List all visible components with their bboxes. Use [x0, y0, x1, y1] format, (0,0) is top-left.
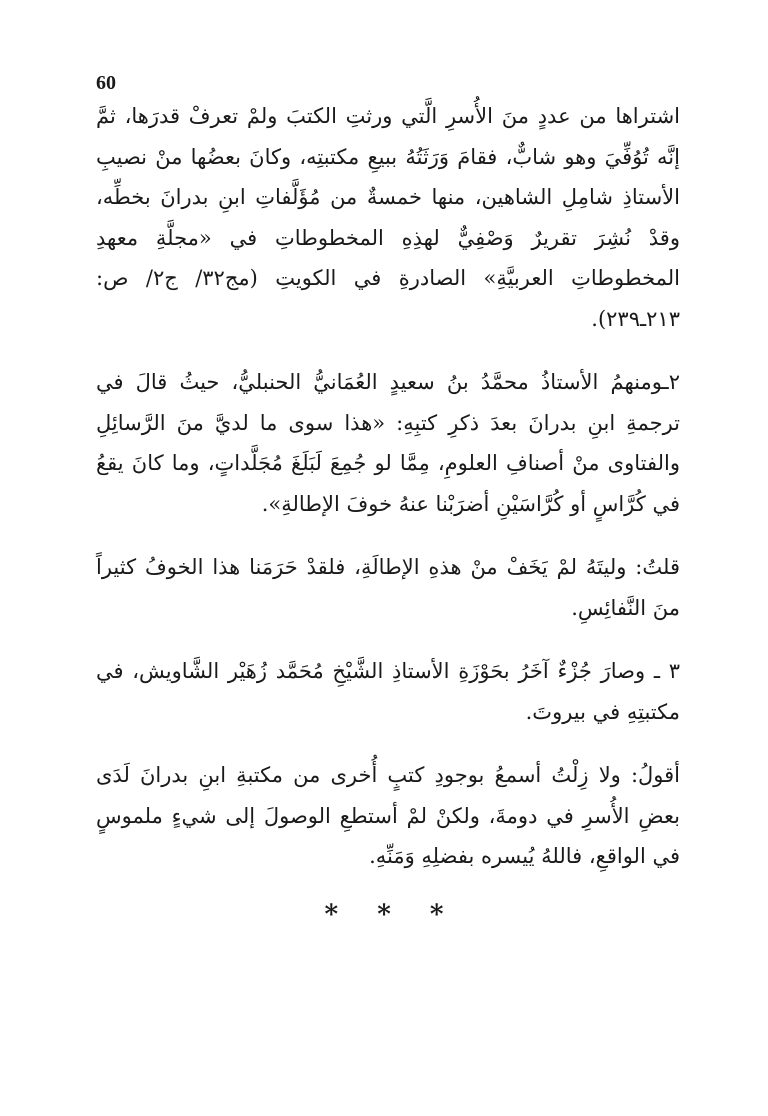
paragraph-3: قلتُ: وليتَهُ لمْ يَخَفْ منْ هذهِ الإطالَةِ، فلقدْ حَرَمَنا هذا الخوفُ كثيراً منَ النَّفائِسِ.	[96, 555, 680, 620]
section-ornament: * * *	[324, 900, 444, 930]
paragraph-2: ٢ـومنهمُ الأستاذُ محمَّدُ بنُ سعيدٍ العُمَانيُّ الحنبليُّ، حيثُ قالَ في ترجمةِ ابنِ بدرانَ بعدَ ذكرِ كتبِهِ: «هذا سوى ما لديَّ منَ الرَّسائِلِ والفتاوى منْ أصنافِ العلومِ، مِمَّا لو جُمِعَ لَبَلَغَ مُجَلَّداتٍ، وما كانَ يقعُ في كُرَّاسٍ أو كُرَّاسَيْنِ أضرَبْنا عنهُ خوفَ الإطالةِ».	[96, 370, 680, 516]
paragraph-5: أقولُ: ولا زِلْتُ أسمعُ بوجودِ كتبٍ أُخرى من مكتبةِ ابنِ بدرانَ لَدَى بعضِ الأُسرِ في دومةَ، ولكنْ لمْ أستطعِ الوصولَ إلى شيءٍ ملموسٍ في الواقعِ، فاللهُ يُيسره بفضلِهِ وَمَنِّهِ.	[96, 763, 680, 868]
paragraph-1: اشتراها من عددٍ منَ الأُسرِ الَّتي ورثتِ الكتبَ ولمْ تعرفْ قدرَها، ثمَّ إنَّه تُوُفِّيَ وهو شابٌّ، فقامَ وَرَثَتُهُ ببيعِ مكتبتِه، وكانَ بعضُها منْ نصيبِ الأستاذِ شامِلِ الشاهين، منها خمسةٌ من مُؤَلَّفاتِ ابنِ بدرانَ بخطِّه، وقدْ نُشِرَ تقريرٌ وَصْفِيٌّ لهذِهِ المخطوطاتِ في «مجلَّةِ معهدِ المخطوطاتِ العربيَّةِ» الصادرةِ في الكويتِ (مج٣٢/ ج٢/ ص: ٢١٣ـ٢٣٩).	[96, 104, 681, 331]
page-number: 60	[96, 72, 116, 94]
body-text	[96, 96, 680, 900]
paragraph-4: ٣ ـ وصارَ جُزْءٌ آخَرُ بحَوْزَةِ الأستاذِ الشَّيْخِ مُحَمَّد زُهَيْر الشَّاويش، في مكتبتِهِ في بيروتَ.	[96, 659, 680, 724]
